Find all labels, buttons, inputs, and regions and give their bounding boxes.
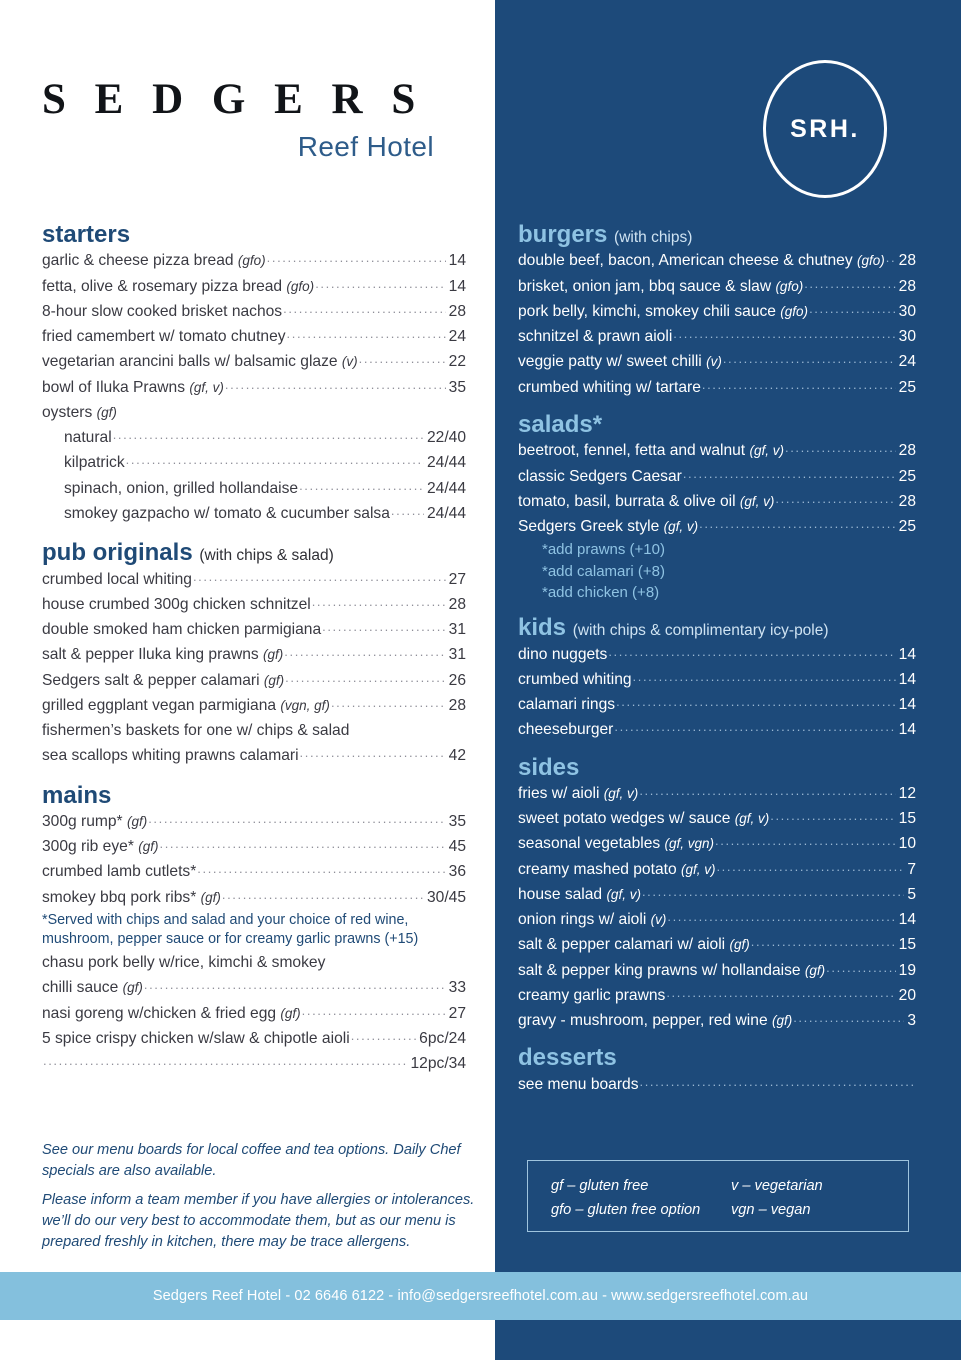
diet-tag: (gf) <box>200 889 221 905</box>
item-price: 30 <box>898 302 916 320</box>
diet-tag: (gfo) <box>286 278 315 294</box>
item-price: 14 <box>448 252 466 270</box>
dot-leader <box>702 374 896 395</box>
menu-item-row <box>518 932 916 957</box>
dot-leader <box>331 692 446 713</box>
item-name: house salad (gf, v) <box>518 885 641 903</box>
menu-item-row <box>42 1026 466 1051</box>
dot-leader <box>283 298 446 319</box>
menu-item-row <box>518 438 916 463</box>
menu-item-row <box>518 489 916 514</box>
diet-tag: (gf, v) <box>734 811 770 827</box>
item-name: tomato, basil, burrata & olive oil (gf, v) <box>518 492 775 510</box>
item-price: 28 <box>898 442 916 460</box>
diet-tag: (v) <box>706 354 722 370</box>
dot-leader <box>359 348 446 369</box>
menu-item-row <box>518 299 916 324</box>
diet-tag: (gf) <box>138 839 159 855</box>
menu-item-row <box>518 983 916 1008</box>
dot-leader <box>351 1025 416 1046</box>
item-price: 5 <box>907 885 916 903</box>
salad-addon: *add calamari (+8) <box>542 562 665 580</box>
item-price: 7 <box>907 860 916 878</box>
section-title: burgers <box>518 221 608 248</box>
item-name: cheeseburger <box>518 721 614 739</box>
item-price: 22 <box>448 353 466 371</box>
menu-item-row <box>42 248 466 273</box>
item-name: garlic & cheese pizza bread (gfo) <box>42 252 266 270</box>
item-price: 24 <box>898 353 916 371</box>
item-name: beetroot, fennel, fetta and walnut (gf, v) <box>518 442 784 460</box>
item-name: seasonal vegetables (gf, vgn) <box>518 835 715 853</box>
dot-leader <box>673 323 895 344</box>
item-price: 28 <box>448 595 466 613</box>
item-name: veggie patty w/ sweet chilli (v) <box>518 353 722 371</box>
diet-tag: (gf) <box>280 1005 301 1021</box>
diet-tag: (gf) <box>729 937 750 953</box>
item-name: vegetarian arancini balls w/ balsamic glaze (v) <box>42 353 358 371</box>
menu-item-row <box>42 693 466 718</box>
menu-item-row <box>518 1072 916 1097</box>
diet-tag: (v) <box>650 912 667 928</box>
dot-leader <box>642 881 904 902</box>
brand-name: S E D G E R S <box>42 76 425 123</box>
item-price: 28 <box>898 277 916 295</box>
item-price: 6pc/24 <box>419 1029 466 1047</box>
diet-tag: (gf) <box>771 1013 793 1029</box>
legend-row <box>551 1175 908 1199</box>
item-price: 3 <box>907 1012 916 1030</box>
item-price: 35 <box>448 378 466 396</box>
menu-item-row <box>518 857 916 882</box>
diet-tag: (gf) <box>263 672 285 688</box>
item-price: 20 <box>898 986 916 1004</box>
item-price: 22/40 <box>426 429 466 447</box>
dot-leader <box>775 488 895 509</box>
diet-tag: (gf, vgn) <box>664 836 715 852</box>
note-paragraph: Please inform a team member if you have allergies or intolerances. we’ll do our very best to accommodate them, but as our menu is prepared freshly in kitchen, there may be trace allergens. <box>42 1192 475 1250</box>
item-name: double smoked ham chicken parmigiana <box>42 621 322 639</box>
menu-item-row <box>42 476 466 501</box>
item-name: Sedgers salt & pepper calamari (gf) <box>42 671 285 689</box>
diet-tag: (gf, v) <box>603 785 639 801</box>
menu-item-row <box>42 1051 466 1076</box>
item-price: 27 <box>448 1004 466 1022</box>
menu-item-row <box>518 514 916 539</box>
dot-leader <box>159 833 445 854</box>
item-price: 19 <box>898 961 916 979</box>
item-name: gravy - mushroom, pepper, red wine (gf) <box>518 1012 793 1030</box>
item-price: 30/45 <box>426 888 466 906</box>
item-name: schnitzel & prawn aioli <box>518 328 673 346</box>
item-price: 33 <box>448 979 466 997</box>
item-price: 14 <box>898 696 916 714</box>
dot-leader <box>299 475 424 496</box>
item-name: salt & pepper calamari w/ aioli (gf) <box>518 936 750 954</box>
section-title: sides <box>518 753 580 781</box>
menu-item-row <box>42 718 466 743</box>
section-title: starters <box>42 221 131 248</box>
dot-leader <box>315 273 445 294</box>
menu-item-row <box>518 324 916 349</box>
menu-item-row <box>518 781 916 806</box>
item-price: 24 <box>448 328 466 346</box>
logo-text: SRH. <box>790 114 860 143</box>
menu-section <box>518 222 916 400</box>
menu-item-row <box>518 667 916 692</box>
dot-leader <box>267 247 446 268</box>
section-note: (with chips & salad) <box>199 547 334 565</box>
menu-item-row <box>518 375 916 400</box>
item-price: 28 <box>898 252 916 270</box>
menu-section <box>518 1045 916 1097</box>
diet-tag: (gfo) <box>856 253 885 269</box>
dot-leader <box>197 858 445 879</box>
item-price: 24/44 <box>426 454 466 472</box>
menu-item-row <box>42 375 466 400</box>
menu-section <box>42 540 466 768</box>
item-price: 31 <box>448 646 466 664</box>
item-name: classic Sedgers Caesar <box>518 467 682 485</box>
dietary-legend <box>527 1160 909 1232</box>
item-name: fishermen’s baskets for one w/ chips & salad <box>42 722 350 740</box>
item-name: chilli sauce (gf) <box>42 979 143 997</box>
item-name: fried camembert w/ tomato chutney <box>42 328 286 346</box>
menu-item-row <box>518 464 916 489</box>
dot-leader <box>312 591 446 612</box>
item-name: natural <box>64 429 112 447</box>
dot-leader <box>302 1000 446 1021</box>
diet-tag: (gf, v) <box>189 379 224 395</box>
menu-item-row <box>42 501 466 526</box>
item-name: salt & pepper king prawns w/ hollandaise (gf) <box>518 961 826 979</box>
item-name: Sedgers Greek style (gf, v) <box>518 518 699 536</box>
diet-tag: (gf) <box>126 813 148 829</box>
item-price: 36 <box>448 863 466 881</box>
item-name: sea scallops whiting prawns calamari <box>42 747 299 765</box>
menu-item-row <box>518 1008 916 1033</box>
item-name: see menu boards <box>518 1075 639 1093</box>
dot-leader <box>113 424 424 445</box>
item-price: 45 <box>448 838 466 856</box>
section-heading <box>518 1045 916 1071</box>
item-name: kilpatrick <box>64 454 125 472</box>
item-name: smokey bbq pork ribs* (gf) <box>42 888 221 906</box>
mains-footnote: *Served with chips and salad and your choice of red wine, mushroom, pepper sauce or for creamy garlic prawns (+15) <box>42 911 419 947</box>
item-price: 28 <box>448 696 466 714</box>
dot-leader <box>144 974 446 995</box>
dot-leader <box>225 374 446 395</box>
item-name: crumbed local whiting <box>42 570 192 588</box>
dot-leader <box>683 463 896 484</box>
item-price: 42 <box>448 747 466 765</box>
dot-leader <box>666 982 895 1003</box>
diet-tag: (vgn, gf) <box>280 697 330 713</box>
dot-leader <box>667 906 895 927</box>
item-name: grilled eggplant vegan parmigiana (vgn, gf) <box>42 696 330 714</box>
menu-item-row <box>518 692 916 717</box>
dot-leader <box>43 1050 408 1071</box>
menu-item-row <box>42 859 466 884</box>
diet-tag: (gf, v) <box>749 443 784 459</box>
menu-item-row <box>42 299 466 324</box>
section-heading <box>42 222 466 248</box>
item-name: fries w/ aioli (gf, v) <box>518 784 639 802</box>
dot-leader <box>614 716 895 737</box>
section-heading <box>518 412 916 438</box>
item-name: 300g rib eye* (gf) <box>42 838 159 856</box>
section-note: (with chips) <box>614 229 693 246</box>
diet-tag: (gf) <box>804 962 826 978</box>
item-price: 14 <box>898 670 916 688</box>
section-heading <box>518 615 916 641</box>
item-name: smokey gazpacho w/ tomato & cucumber salsa <box>64 504 390 522</box>
menu-section <box>42 222 466 526</box>
menu-item-row <box>42 450 466 475</box>
diet-tag: (gfo) <box>775 278 804 294</box>
menu-item-row <box>518 958 916 983</box>
menu-item-row <box>42 425 466 450</box>
menu-item-row <box>518 717 916 742</box>
item-name: onion rings w/ aioli (v) <box>518 911 667 929</box>
dot-leader <box>633 666 896 687</box>
menu-item-row <box>42 975 466 1000</box>
menu-item-row <box>42 349 466 374</box>
item-price: 35 <box>448 812 466 830</box>
menu-item-row <box>42 668 466 693</box>
item-name: brisket, onion jam, bbq sauce & slaw (gfo) <box>518 277 804 295</box>
item-name: 5 spice crispy chicken w/slaw & chipotle aioli <box>42 1029 350 1047</box>
menu-item-row <box>42 809 466 834</box>
dot-leader <box>284 641 445 662</box>
legend-row <box>551 1199 908 1223</box>
dot-leader <box>608 641 895 662</box>
section-title: mains <box>42 781 112 809</box>
item-name: house crumbed 300g chicken schnitzel <box>42 595 311 613</box>
dot-leader <box>770 805 895 826</box>
item-price: 10 <box>898 835 916 853</box>
section-heading <box>518 755 916 781</box>
dot-leader <box>222 884 424 905</box>
item-price: 31 <box>448 621 466 639</box>
left-menu-column <box>42 222 466 1078</box>
item-name: crumbed whiting <box>518 670 632 688</box>
dot-leader <box>391 500 424 521</box>
menu-item-row <box>42 567 466 592</box>
section-heading <box>42 783 466 809</box>
legend-right: v – vegetarian <box>731 1178 823 1194</box>
dot-leader <box>193 566 446 587</box>
item-name: dino nuggets <box>518 645 608 663</box>
dot-leader <box>804 273 895 294</box>
dot-leader <box>699 513 896 534</box>
dot-leader <box>716 856 904 877</box>
item-price: 27 <box>448 570 466 588</box>
dot-leader <box>639 780 895 801</box>
menu-item-row <box>42 274 466 299</box>
menu-item-row <box>42 324 466 349</box>
menu-item-row <box>518 806 916 831</box>
item-price: 24/44 <box>426 479 466 497</box>
dot-leader <box>886 247 896 268</box>
item-name: calamari rings <box>518 696 616 714</box>
menu-item-row <box>518 831 916 856</box>
section-title: pub originals <box>42 539 193 567</box>
diet-tag: (v) <box>341 354 358 370</box>
menu-section <box>518 755 916 1034</box>
diet-tag: (gfo) <box>237 253 266 269</box>
item-price: 12pc/34 <box>410 1055 466 1073</box>
menu-item-row <box>42 617 466 642</box>
legend-left: gf – gluten free <box>551 1178 649 1194</box>
diet-tag: (gf) <box>122 980 143 996</box>
section-title: kids <box>518 614 567 642</box>
diet-tag: (gf, v) <box>663 519 699 535</box>
item-price: 28 <box>448 302 466 320</box>
dot-leader <box>751 931 896 952</box>
menu-item-row <box>518 642 916 667</box>
right-menu-column <box>518 222 916 1099</box>
item-name: salt & pepper Iluka king prawns (gf) <box>42 646 284 664</box>
item-price: 25 <box>898 518 916 536</box>
dot-leader <box>300 742 446 763</box>
section-note: (with chips & complimentary icy-pole) <box>572 622 829 640</box>
menu-item-row <box>42 592 466 617</box>
salad-addon: *add prawns (+10) <box>542 541 665 559</box>
footer-contact-text: Sedgers Reef Hotel - 02 6646 6122 - info@sedgersreefhotel.com.au - www.sedgersreefhotel.com.au <box>152 1288 809 1304</box>
item-name: chasu pork belly w/rice, kimchi & smokey <box>42 954 326 972</box>
menu-item-row <box>42 834 466 859</box>
item-name: bowl of Iluka Prawns (gf, v) <box>42 378 224 396</box>
dot-leader <box>826 957 895 978</box>
item-name: pork belly, kimchi, smokey chili sauce (gfo) <box>518 302 809 320</box>
note-paragraph: See our menu boards for local coffee and tea options. Daily Chef specials are also available. <box>42 1142 461 1179</box>
dot-leader <box>285 667 445 688</box>
menu-item-row <box>518 882 916 907</box>
brand-subtitle: Reef Hotel <box>297 131 434 162</box>
menu-item-row <box>518 248 916 273</box>
menu-item-row <box>42 642 466 667</box>
item-price: 15 <box>898 810 916 828</box>
item-price: 30 <box>898 328 916 346</box>
dot-leader <box>616 691 896 712</box>
item-price: 14 <box>448 277 466 295</box>
menu-item-row <box>42 1001 466 1026</box>
item-price: 26 <box>448 671 466 689</box>
item-name: spinach, onion, grilled hollandaise <box>64 479 299 497</box>
allergen-note <box>42 1140 482 1253</box>
item-name: 300g rump* (gf) <box>42 812 148 830</box>
item-name: 8-hour slow cooked brisket nachos <box>42 302 283 320</box>
section-title: salads* <box>518 410 603 438</box>
menu-section <box>518 615 916 742</box>
item-name: crumbed lamb cutlets* <box>42 863 197 881</box>
legend-right: vgn – vegan <box>731 1201 811 1218</box>
diet-tag: (gf, v) <box>739 493 775 509</box>
item-price: 24/44 <box>426 504 466 522</box>
diet-tag: (gf) <box>263 647 284 663</box>
item-name: oysters (gf) <box>42 403 117 421</box>
srh-circle-logo-icon <box>763 60 887 198</box>
menu-item-row <box>518 349 916 374</box>
menu-item-row <box>42 400 466 425</box>
dot-leader <box>723 348 896 369</box>
item-name: creamy mashed potato (gf, v) <box>518 860 716 878</box>
menu-item-row <box>42 885 466 910</box>
menu-section <box>518 412 916 603</box>
dot-leader <box>715 830 896 851</box>
dot-leader <box>322 616 446 637</box>
dot-leader <box>640 1071 916 1092</box>
item-price: 14 <box>898 721 916 739</box>
section-title: desserts <box>518 1044 617 1072</box>
diet-tag: (gf) <box>96 404 117 420</box>
item-price: 15 <box>898 936 916 954</box>
section-heading <box>42 540 466 566</box>
menu-section <box>42 783 466 1077</box>
item-name: sweet potato wedges w/ sauce (gf, v) <box>518 810 770 828</box>
item-name: fetta, olive & rosemary pizza bread (gfo) <box>42 277 315 295</box>
dot-leader <box>126 449 424 470</box>
footer-band <box>0 1272 961 1320</box>
item-name: nasi goreng w/chicken & fried egg (gf) <box>42 1004 301 1022</box>
item-price: 25 <box>898 378 916 396</box>
item-price: 14 <box>898 911 916 929</box>
dot-leader <box>793 1007 904 1028</box>
item-price: 28 <box>898 492 916 510</box>
dot-leader <box>148 808 445 829</box>
item-name: double beef, bacon, American cheese & chutney (gfo) <box>518 252 885 270</box>
item-price: 12 <box>898 784 916 802</box>
brand-block <box>42 78 462 163</box>
item-price: 25 <box>898 467 916 485</box>
dot-leader <box>287 323 446 344</box>
diet-tag: (gf, v) <box>680 861 716 877</box>
diet-tag: (gf, v) <box>606 886 641 902</box>
menu-item-row <box>42 950 466 975</box>
menu-item-row <box>42 743 466 768</box>
menu-item-row <box>518 907 916 932</box>
dot-leader <box>809 298 896 319</box>
item-name: crumbed whiting w/ tartare <box>518 378 701 396</box>
item-price: 14 <box>898 645 916 663</box>
diet-tag: (gfo) <box>780 303 809 319</box>
salad-addon: *add chicken (+8) <box>542 583 660 601</box>
menu-item-row <box>518 274 916 299</box>
section-heading <box>518 222 916 248</box>
legend-left: gfo – gluten free option <box>551 1201 701 1218</box>
item-name: creamy garlic prawns <box>518 986 666 1004</box>
dot-leader <box>785 437 896 458</box>
